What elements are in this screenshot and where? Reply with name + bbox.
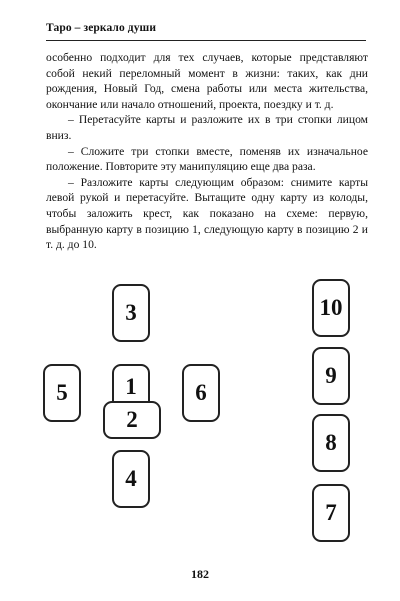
header-rule [46, 40, 366, 41]
paragraph-1: особенно подходит для тех случаев, которые представляют собой некий переломный момент в жизни: таких, как дни рождения, Новый Год, смена работы или места жительства, окончание или начало отношений, проекта, поездку и т. д. [46, 51, 368, 111]
card-position-8: 8 [312, 414, 350, 472]
paragraph-3: – Сложите три стопки вместе, поменяв их изначальное положение. Повторите эту манипуляцию еще два раза. [46, 144, 368, 174]
card-position-3: 3 [112, 284, 150, 342]
card-position-5: 5 [43, 364, 81, 422]
card-position-6: 6 [182, 364, 220, 422]
card-position-10: 10 [312, 279, 350, 337]
card-position-1: 1 [112, 364, 150, 422]
card-position-2: 2 [103, 401, 161, 439]
card-position-9: 9 [312, 347, 350, 405]
running-title: Таро – зеркало души [46, 22, 157, 34]
page-number: 182 [191, 567, 209, 581]
card-position-4: 4 [112, 450, 150, 508]
paragraph-4: – Разложите карты следующим образом: снимите карты левой рукой и перетасуйте. Вытащите одну карту из колоды, чтобы заложить крест, как показано на схеме: первую, выбранную карту в позицию 1, следующую карту в позицию 2 и т. д. до 10. [46, 175, 368, 252]
paragraph-2: – Перетасуйте карты и разложите их в три стопки лицом вниз. [46, 113, 368, 142]
card-position-7: 7 [312, 484, 350, 542]
body-text [46, 50, 368, 253]
